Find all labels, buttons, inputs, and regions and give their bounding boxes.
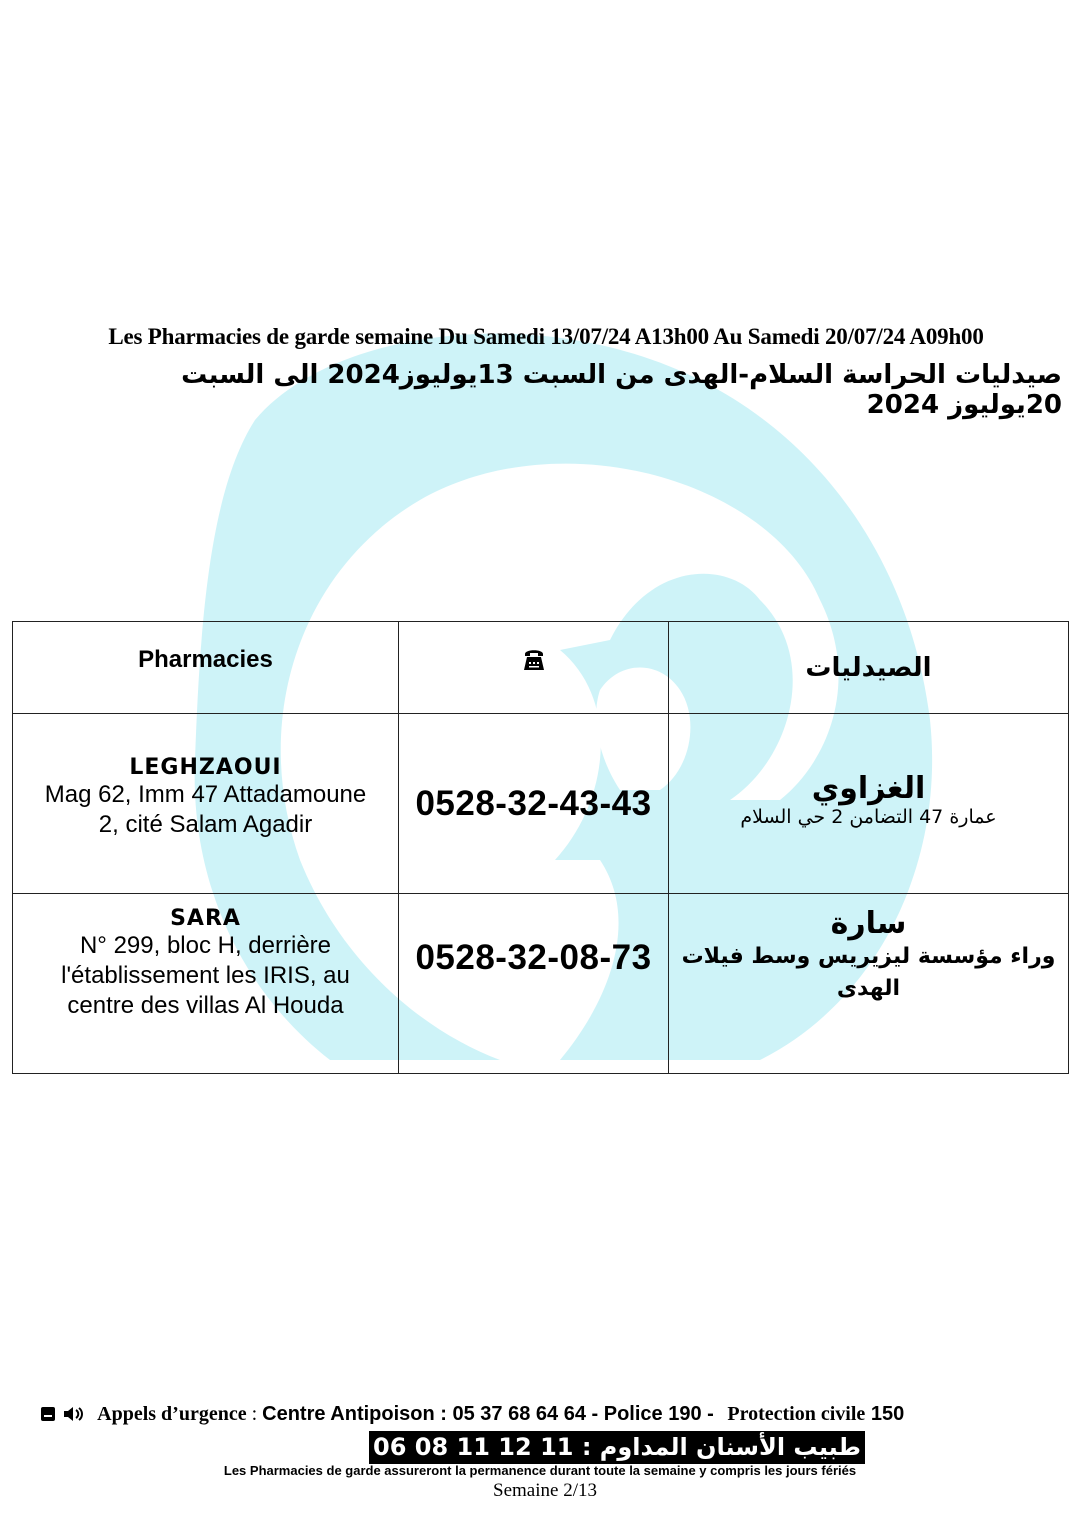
protection-number: 150 bbox=[870, 1403, 905, 1425]
pharmacy-fr-cell bbox=[13, 714, 399, 894]
urgence-sep: : bbox=[246, 1403, 263, 1425]
header-pharmacies-ar: الصيدليات bbox=[669, 622, 1069, 714]
pharmacy-name-fr: LEGHZAOUI bbox=[129, 755, 282, 780]
pharmacy-phone-cell bbox=[399, 894, 669, 1074]
pharmacy-address-fr: Mag 62, Imm 47 Attadamoune bbox=[44, 781, 367, 808]
table-header-row bbox=[13, 622, 1069, 714]
urgence-label: Appels d’urgence bbox=[97, 1403, 247, 1425]
pharmacy-address-ar: وراء مؤسسة ليزيريس وسط فيلات bbox=[681, 944, 1056, 969]
header-phone bbox=[399, 622, 669, 714]
pharmacy-address-fr: 2, cité Salam Agadir bbox=[98, 811, 313, 838]
pharmacy-ar-cell bbox=[669, 894, 1069, 1074]
pharmacy-address-ar: الهدى bbox=[836, 976, 901, 1001]
pharmacy-address-fr: l'établissement les IRIS, au bbox=[61, 962, 350, 989]
antipoison-text: Centre Antipoison : 05 37 68 64 64 - Police 190 - bbox=[262, 1403, 714, 1425]
speaker-icon bbox=[62, 1405, 84, 1428]
pharmacy-name-ar: الغزاوي bbox=[811, 771, 926, 806]
pharmacy-ar-cell bbox=[669, 714, 1069, 894]
pharmacy-phone-cell bbox=[399, 714, 669, 894]
pharmacy-address-fr: N° 299, bloc H, derrière bbox=[79, 932, 332, 959]
dentist-banner: طبيب الأسنان المداوم : 11 12 11 08 06 bbox=[369, 1431, 865, 1464]
table-row bbox=[13, 714, 1069, 894]
header-pharmacies-fr: Pharmacies bbox=[13, 622, 399, 714]
permanence-note: Les Pharmacies de garde assureront la permanence durant toute la semaine y compris les jours fériés bbox=[223, 1463, 857, 1478]
week-number: Semaine 2/13 bbox=[493, 1480, 597, 1501]
telephone-icon bbox=[523, 647, 545, 676]
pharmacy-address-ar: عمارة 47 التضامن 2 حي السلام bbox=[740, 806, 997, 828]
telephone-icon bbox=[40, 1405, 56, 1428]
table-row bbox=[13, 894, 1069, 1074]
pharmacy-phone: 0528-32-08-73 bbox=[415, 937, 652, 977]
pharmacies-table bbox=[12, 621, 1069, 1074]
protection-label: Protection civile bbox=[727, 1403, 866, 1425]
pharmacy-name-ar: سارة bbox=[830, 906, 907, 941]
page-title-ar: صيدليات الحراسة السلام-الهدى من السبت 13يوليوز2024 الى السبت 20يوليوز 2024 bbox=[181, 360, 1062, 420]
pharmacy-name-fr: SARA bbox=[170, 906, 241, 931]
pharmacy-address-fr: centre des villas Al Houda bbox=[67, 992, 344, 1019]
page-title-fr: Les Pharmacies de garde semaine Du Samedi 13/07/24 A13h00 Au Samedi 20/07/24 A09h00 bbox=[108, 324, 984, 349]
emergency-line bbox=[40, 1403, 1040, 1428]
pharmacy-fr-cell bbox=[13, 894, 399, 1074]
pharmacy-phone: 0528-32-43-43 bbox=[415, 783, 652, 823]
